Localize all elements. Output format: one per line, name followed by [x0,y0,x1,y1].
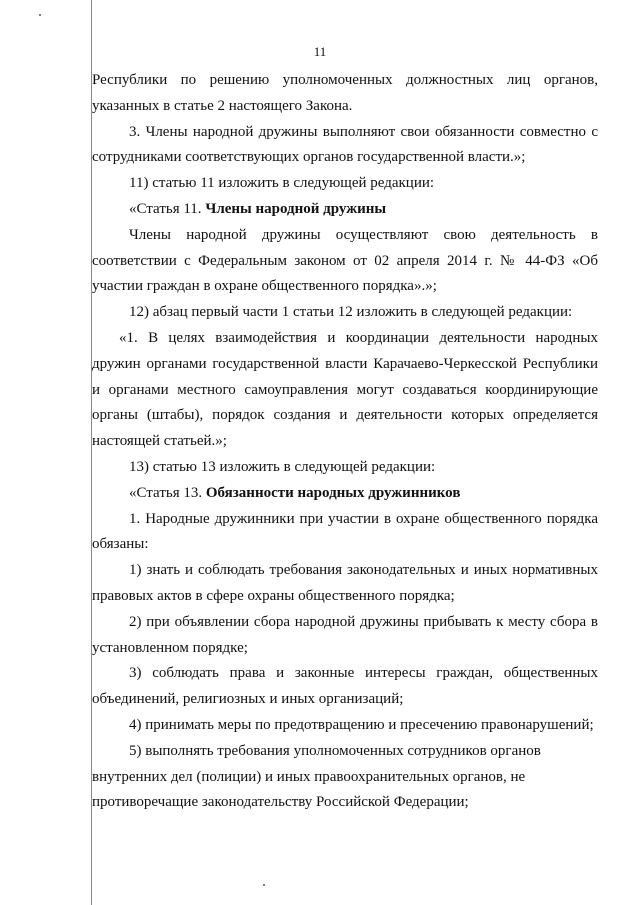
article-title: Обязанности народных дружинников [205,484,461,501]
scan-speck [39,14,41,16]
scan-speck [263,884,265,886]
paragraph: 12) абзац первый части 1 статьи 12 изложить в следующей редакции: [129,304,573,321]
paragraph: 13) статью 13 изложить в следующей редакции: [129,458,436,475]
article-title: Члены народной дружины [205,200,387,217]
paragraph: 2) при объявлении сбора народной дружины прибывать к месту сбора в установленном порядке; [92,613,598,656]
paragraph: 3. Члены народной дружины выполняют свои обязанности совместно с сотрудниками соответствующих органов государственной власти.»; [92,123,598,166]
paragraph: 11) статью 11 изложить в следующей редакции: [129,175,435,192]
paragraph: 3) соблюдать права и законные интересы граждан, общественных объединений, религиозных и иных организаций; [92,665,598,708]
article-number: «Статья 13. [129,484,206,501]
page-number: 11 [313,44,327,59]
paragraph: 1) знать и соблюдать требования законодательных и иных нормативных правовых актов в сфере охраны общественного порядка; [92,562,598,604]
paragraph: Члены народной дружины осуществляют свою деятельность в соответствии с Федеральным законом от 02 апреля 2014 г. № 44-ФЗ «Об участии граждан в охране общественного порядка».»; [92,226,598,295]
paragraph: 5) выполнять требования уполномоченных сотрудников органов внутренних дел (полиции) и иных правоохранительных органов, не противоречащие законодательству Российской Федерации; [92,742,541,811]
paragraph: 4) принимать меры по предотвращению и пресечению правонарушений; [129,716,594,733]
article-heading [92,197,598,223]
document-body [92,68,598,816]
paragraph: 1. Народные дружинники при участии в охране общественного порядка обязаны: [92,510,598,553]
article-heading [92,481,598,507]
paragraph: «1. В целях взаимодействия и координации деятельности народных дружин органами государственной власти Карачаево-Черкесской Республики и органами местного самоуправления могут создаваться координирующие органы (штабы), порядок создания и деятельности которых определяется настоящей статьей.»; [92,329,598,450]
article-number: «Статья 11. [129,200,206,217]
paragraph: Республики по решению уполномоченных должностных лиц органов, указанных в статье 2 настоящего Закона. [92,72,598,114]
